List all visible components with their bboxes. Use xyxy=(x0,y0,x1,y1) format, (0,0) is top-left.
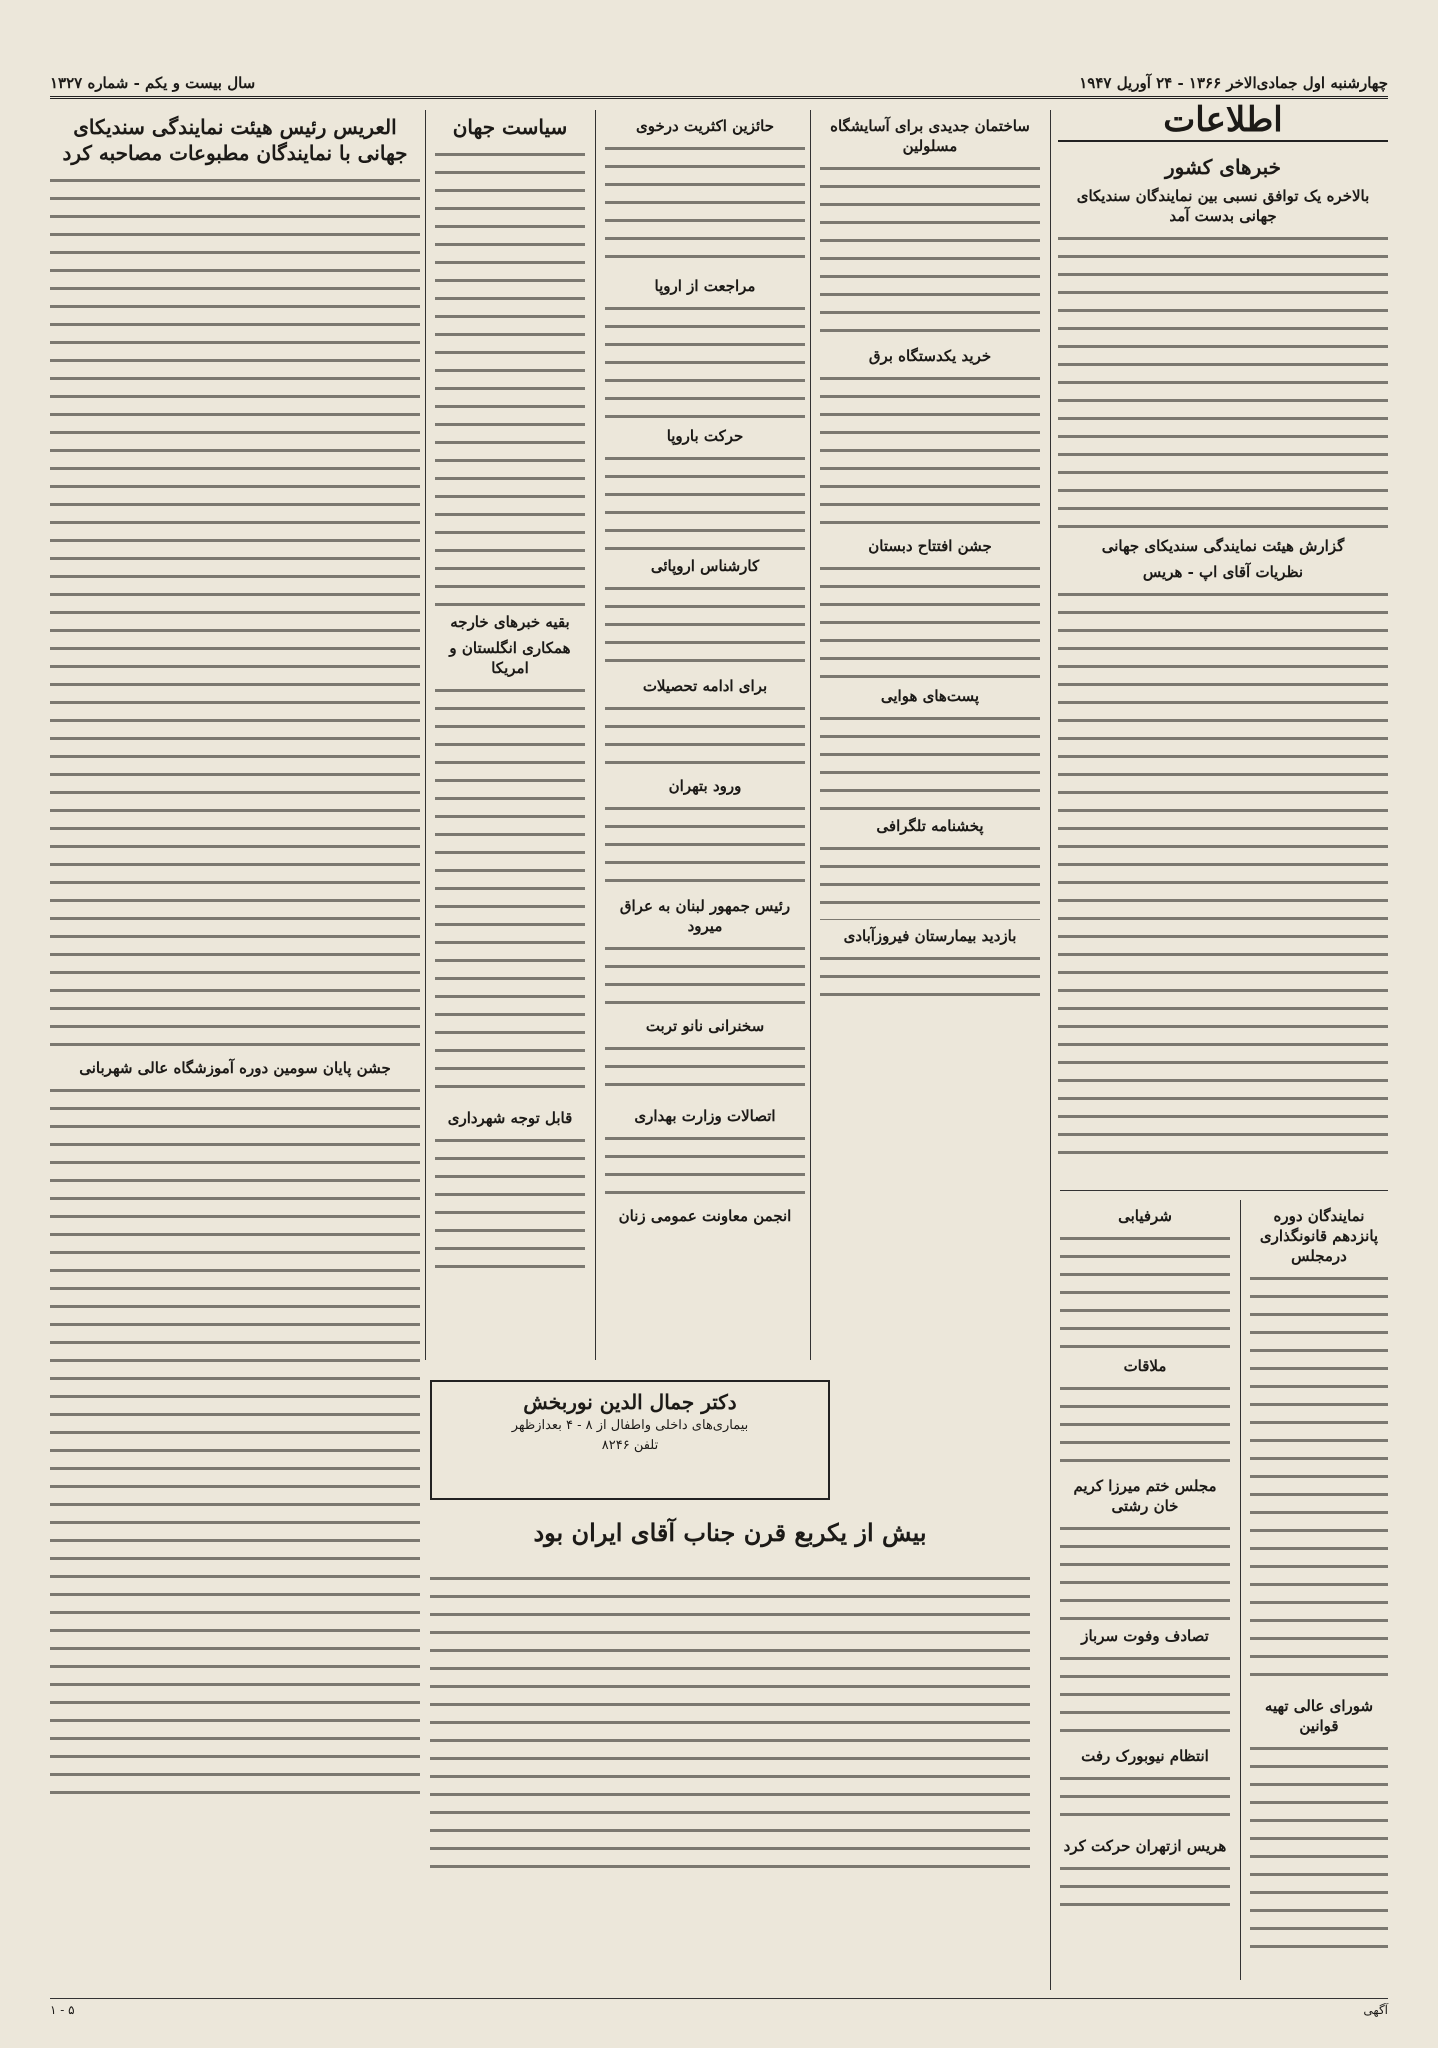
issue-date: چهارشنبه اول جمادی‌الاخر ۱۳۶۶ - ۲۴ آوریل ۱۹۴۷ xyxy=(1079,74,1388,92)
article-text xyxy=(1060,1380,1230,1470)
article-text xyxy=(605,450,805,550)
headline-studies: برای ادامه تحصیلات xyxy=(642,677,768,695)
article-text xyxy=(605,700,805,770)
ad-phone: تلفن ۸۲۴۶ xyxy=(601,1438,659,1453)
column-rule xyxy=(425,110,426,1360)
headline-sanatorium: ساختمان جدیدی برای آسایشگاه مسلولین xyxy=(830,117,1030,155)
masthead-title: اطلاعات xyxy=(1058,100,1388,142)
issue-number: سال بیست و یکم - شماره ۱۳۲۷ xyxy=(50,74,256,92)
headline-accident: تصادف وفوت سرباز xyxy=(1081,1627,1209,1645)
headline-return: مراجعت از اروپا xyxy=(654,277,756,295)
headline-airmail: پست‌های هوایی xyxy=(880,687,980,705)
headline-police-academy: جشن پایان سومین دوره آموزشگاه عالی شهربانی xyxy=(79,1059,391,1077)
headline-country-news: خبرهای کشور xyxy=(1164,155,1282,179)
headline-torbat: سخنرانی نانو تربت xyxy=(645,1017,765,1035)
article-text xyxy=(1058,586,1388,1166)
headline-telegraph: پخشنامه تلگرافی xyxy=(876,817,984,835)
article-text xyxy=(605,800,805,890)
headline-electric: خرید یکدستگاه برق xyxy=(868,347,992,365)
headline-women: انجمن معاونت عمومی زنان xyxy=(618,1207,792,1225)
column-rule xyxy=(810,110,811,1360)
article-text xyxy=(820,560,1040,680)
headline-foreign-news: بقیه خبرهای خارجه xyxy=(450,613,570,631)
headline-audience: شرفیابی xyxy=(1118,1207,1172,1225)
headline-lebanon: رئیس جمهور لبنان به عراق میرود xyxy=(619,897,791,935)
headline-khoy: حائزین اکثریت درخوی xyxy=(635,117,775,135)
footer xyxy=(50,1998,1388,2021)
headline-school: جشن افتتاح دبستان xyxy=(868,537,992,555)
article-text xyxy=(435,146,585,606)
column-rule xyxy=(595,110,596,1360)
column-3 xyxy=(605,110,805,1360)
headline-health: اتصالات وزارت بهداری xyxy=(634,1107,776,1125)
ad-doctor-name: دکتر جمال الدین نوربخش xyxy=(523,1390,737,1414)
right-column xyxy=(1058,150,1388,1180)
column-rule xyxy=(1240,1200,1241,1980)
article-text xyxy=(1060,1650,1230,1740)
article-text xyxy=(605,940,805,1010)
article-text xyxy=(1060,1230,1230,1350)
section-rule xyxy=(1060,1190,1388,1191)
article-text xyxy=(1060,1860,1230,1910)
article-text xyxy=(605,1040,805,1100)
headline-hospital: بازدید بیمارستان فیروزآبادی xyxy=(843,927,1017,945)
headline-harris-leaves: هریس ازتهران حرکت کرد xyxy=(1063,1837,1227,1855)
article-text xyxy=(605,140,805,270)
article-text xyxy=(1058,230,1388,530)
doctor-advertisement xyxy=(430,1380,830,1500)
article-text xyxy=(605,1130,805,1200)
headline-memorial: مجلس ختم میرزا کریم خان رشتی xyxy=(1073,1477,1217,1515)
section-report: گزارش هیئت نمایندگی سندیکای جهانی xyxy=(1101,537,1345,555)
article-text xyxy=(435,682,585,1102)
lower-right-column xyxy=(1060,1200,1230,1980)
headline-departure: حرکت باروپا xyxy=(666,427,744,445)
article-text xyxy=(435,1132,585,1282)
subheadline-syndicate: بالاخره یک توافق نسبی بین نمایندگان سندیکای جهانی بدست آمد xyxy=(1076,187,1370,225)
headline-newyork: انتظام نیوبورک رفت xyxy=(1081,1747,1209,1765)
footer-label: آگهی xyxy=(1363,2003,1388,2017)
headline-parliament: نمایندگان دوره پانزدهم قانونگذاری درمجلس xyxy=(1259,1207,1379,1265)
article-text xyxy=(605,300,805,420)
article-text xyxy=(50,172,420,1052)
headline-interview: العریس رئیس هیئت نمایندگی سندیکای جهانی با نمایندگان مطبوعات مصاحبه کرد xyxy=(62,115,408,165)
page-number: ۵ - ۱ xyxy=(50,2003,75,2017)
bottom-headline: بیش از یکربع قرن جناب آقای ایران بود xyxy=(533,1518,927,1547)
article-text xyxy=(605,580,805,670)
section-harris: نظریات آقای اپ - هریس xyxy=(1142,563,1304,581)
ad-hours: بیماری‌های داخلی واطفال از ۸ - ۴ بعدازظهر xyxy=(511,1418,749,1433)
article-text xyxy=(820,710,1040,810)
headline-arrival: ورود بتهران xyxy=(668,777,742,795)
headline-municipality: قابل توجه شهرداری xyxy=(447,1109,573,1127)
headline-expert: کارشناس اروپائی xyxy=(650,557,760,575)
article-text xyxy=(820,950,1040,1000)
column-4 xyxy=(435,110,585,1360)
column-rule xyxy=(1050,110,1051,1990)
column-2 xyxy=(820,110,1040,1210)
side-column xyxy=(1250,1200,1388,1980)
headline-meetings: ملاقات xyxy=(1123,1357,1167,1375)
article-text xyxy=(820,370,1040,530)
headline-uk-us: همکاری انگلستان و امریکا xyxy=(449,639,571,677)
article-text xyxy=(820,160,1040,340)
article-text xyxy=(50,1082,420,1802)
column-5 xyxy=(50,110,420,1950)
header-bar xyxy=(50,70,1388,99)
article-text xyxy=(1250,1740,1388,1960)
headline-council: شورای عالی تهیه قوانین xyxy=(1264,1697,1374,1735)
article-text xyxy=(1250,1270,1388,1690)
article-text xyxy=(820,840,1040,920)
article-text xyxy=(1060,1770,1230,1830)
article-text xyxy=(430,1570,1030,1870)
headline-world-politics: سیاست جهان xyxy=(452,115,568,139)
article-text xyxy=(1060,1520,1230,1620)
